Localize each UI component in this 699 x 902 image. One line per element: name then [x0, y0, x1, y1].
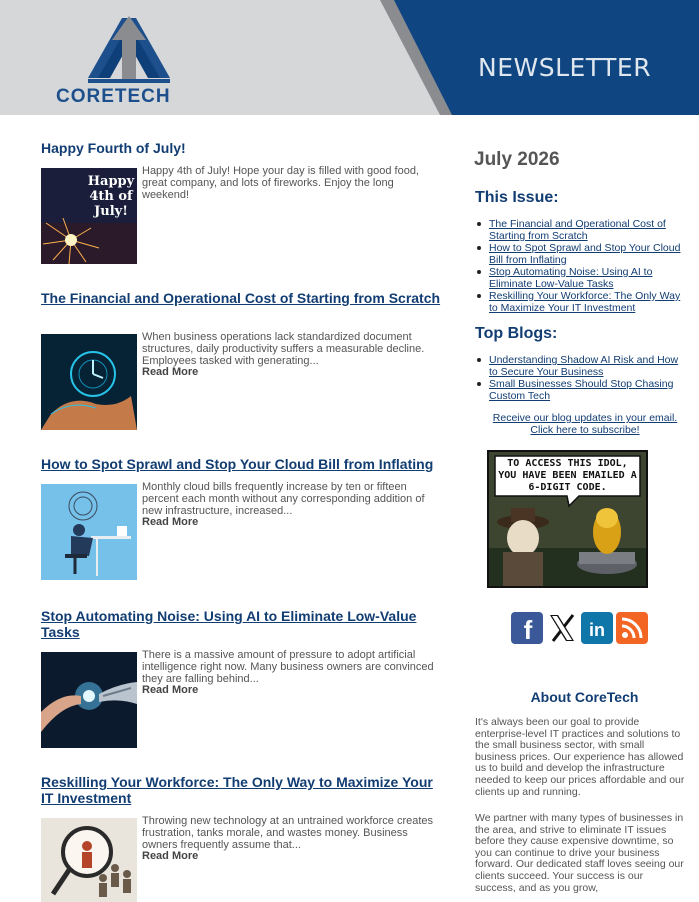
- image-caption-line: Happy: [87, 174, 135, 189]
- article-title-link[interactable]: Reskilling Your Workforce: The Only Way to Maximize Your IT Investment: [41, 774, 433, 806]
- ai-hands-image: [41, 652, 137, 748]
- article-summary: [142, 482, 442, 529]
- x-icon[interactable]: [546, 612, 578, 644]
- article-summary-text: When business operations lack standardized document structures, daily productivity suffers a measurable decline. Employees tasked with generating...: [142, 331, 425, 367]
- article-summary: [142, 650, 442, 697]
- article-title-link[interactable]: How to Spot Sprawl and Stop Your Cloud Bill from Inflating: [41, 456, 434, 472]
- article-summary-text: Throwing new technology at an untrained workforce creates frustration, tanks morale, and wastes money. Business owners frequently assume that...: [142, 815, 434, 851]
- read-more-link[interactable]: Read More: [142, 850, 199, 863]
- subscribe-link[interactable]: Receive our blog updates in your email. Click here to subscribe!: [492, 412, 678, 436]
- facebook-icon[interactable]: [511, 612, 543, 644]
- this-issue-link[interactable]: Reskilling Your Workforce: The Only Way to Maximize Your IT Investment: [484, 290, 682, 314]
- linkedin-icon[interactable]: [581, 612, 613, 644]
- article-title-link[interactable]: Stop Automating Noise: Using AI to Eliminate Low-Value Tasks: [41, 608, 417, 640]
- this-issue-heading: This Issue:: [475, 189, 559, 206]
- about-heading: About CoreTech: [530, 689, 639, 705]
- magnifier-people-image: [41, 818, 137, 902]
- newsletter-header: [0, 0, 699, 115]
- rss-icon[interactable]: [616, 612, 648, 644]
- svg-text:f: f: [523, 615, 533, 644]
- comic-strip: [487, 450, 648, 588]
- article-cost-of-starting: [41, 290, 441, 432]
- top-blog-link[interactable]: Understanding Shadow AI Risk and How to Secure Your Business: [484, 354, 682, 378]
- top-blogs-heading: Top Blogs:: [475, 325, 558, 342]
- article-title[interactable]: Happy Fourth of July!: [41, 140, 186, 156]
- article-cloud-sprawl: [41, 456, 441, 582]
- comic-speech-text: TO ACCESS THIS IDOL, YOU HAVE BEEN EMAILED A 6-DIGIT CODE.: [498, 458, 637, 493]
- article-summary: Happy 4th of July! Hope your day is filled with good food, great company, and lots of fireworks. Enjoy the long weekend!: [142, 165, 419, 201]
- newsletter-title: NEWSLETTER: [478, 53, 652, 82]
- article-summary-text: There is a massive amount of pressure to adopt artificial intelligence right now. Many business owners are convinced they are falling behind...: [142, 649, 434, 685]
- svg-text:in: in: [589, 620, 605, 640]
- article-ai-noise: [41, 608, 441, 750]
- read-more-link[interactable]: Read More: [142, 516, 199, 529]
- image-caption-line: July!: [94, 204, 128, 219]
- this-issue-link[interactable]: How to Spot Sprawl and Stop Your Cloud Bill from Inflating: [484, 242, 682, 266]
- article-reskilling: [41, 774, 441, 902]
- article-summary: [142, 332, 442, 379]
- stressed-worker-image: [41, 484, 137, 580]
- article-summary-text: Monthly cloud bills frequently increase by ten or fifteen percent each month without any corresponding addition of new infrastructure, increased...: [142, 481, 425, 517]
- sidebar: [470, 115, 699, 902]
- this-issue-link[interactable]: Stop Automating Noise: Using AI to Eliminate Low-Value Tasks: [484, 266, 682, 290]
- logo-wordmark: CORETECH: [56, 86, 171, 107]
- image-caption-line: 4th of: [89, 189, 133, 204]
- issue-date: July 2026: [474, 149, 560, 170]
- about-paragraph: It's always been our goal to provide enterprise-level IT practices and solutions to the small business sector, with small business prices. Our experience has allowed us to build and develop the infrastructure needed to keep our prices affordable and our clients up and running.: [475, 716, 685, 798]
- this-issue-link[interactable]: The Financial and Operational Cost of Starting from Scratch: [484, 218, 682, 242]
- social-links: [511, 612, 651, 646]
- top-blogs-list: [484, 354, 682, 402]
- read-more-link[interactable]: Read More: [142, 684, 199, 697]
- article-fourth-of-july: [41, 140, 441, 270]
- this-issue-list: [484, 218, 682, 314]
- hand-clock-image: [41, 334, 137, 430]
- article-title-link[interactable]: The Financial and Operational Cost of Starting from Scratch: [41, 290, 441, 306]
- article-summary: [142, 816, 442, 863]
- top-blog-link[interactable]: Small Businesses Should Stop Chasing Custom Tech: [484, 378, 682, 402]
- about-paragraph: We partner with many types of businesses in the area, and strive to eliminate IT issues before they cause expensive downtime, so you can continue to drive your business forward. Our dedicated staff loves seeing our clients succeed. Your success is our success, and as you grow,: [475, 812, 684, 894]
- fireworks-image: [41, 168, 137, 264]
- read-more-link[interactable]: Read More: [142, 366, 199, 379]
